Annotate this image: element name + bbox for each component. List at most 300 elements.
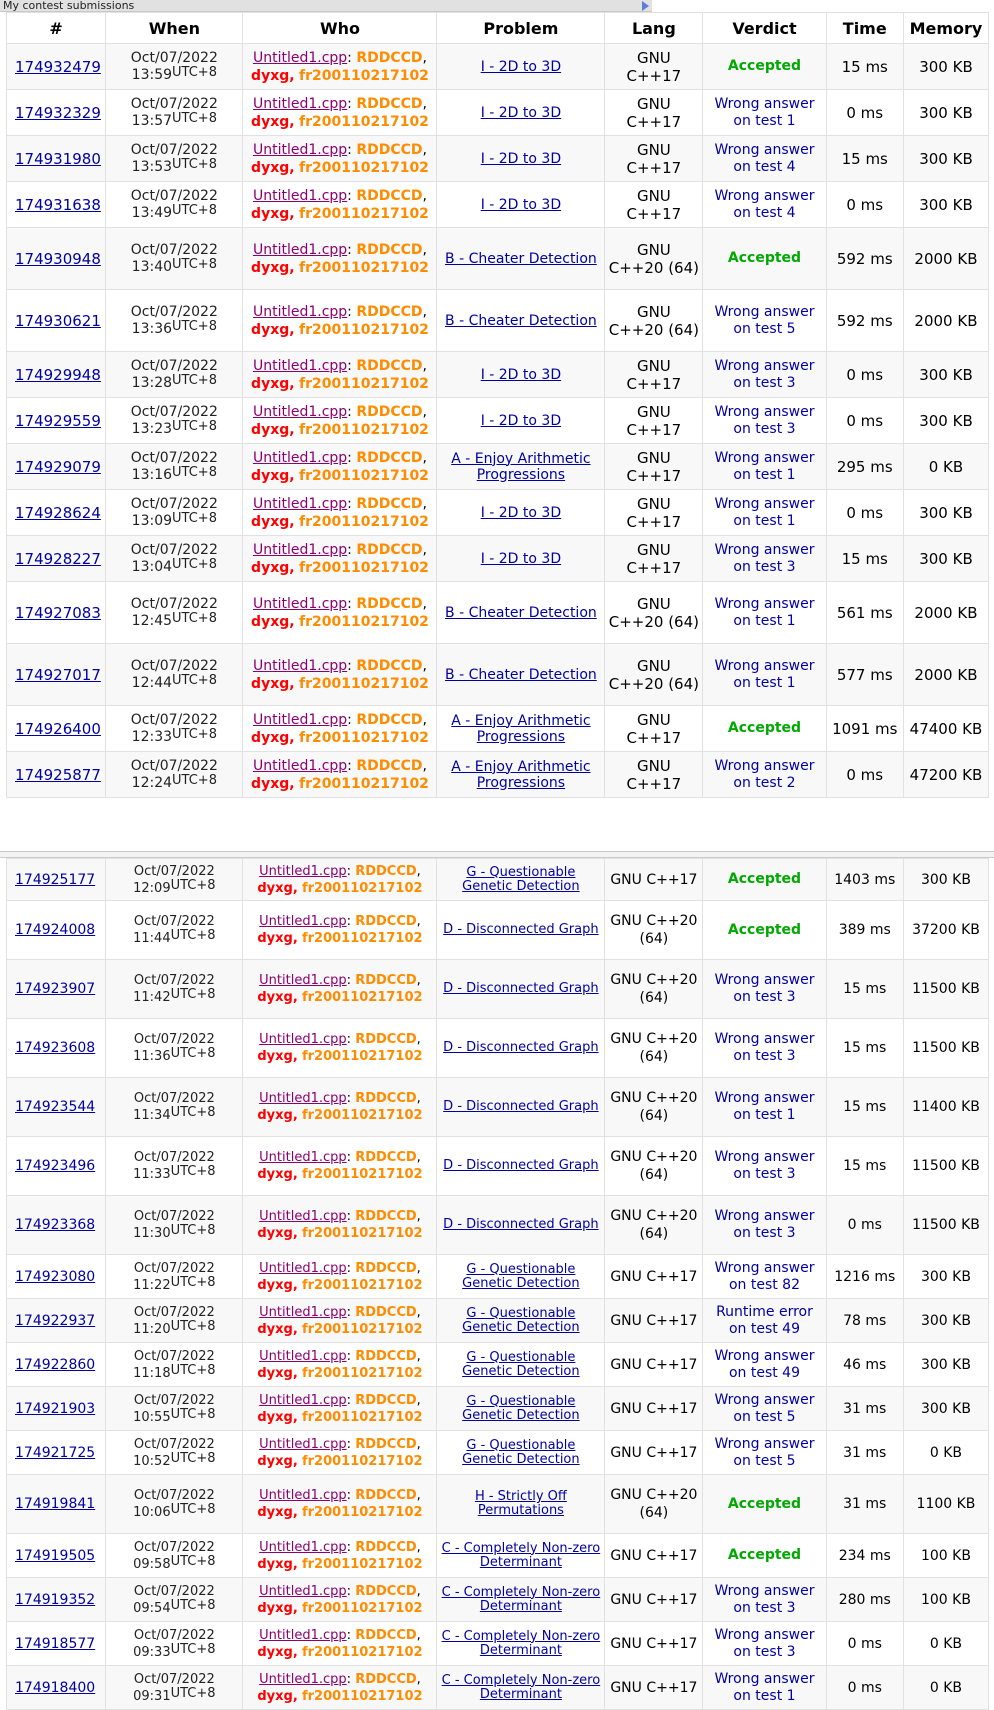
team-name[interactable]: RDDCCD [356, 49, 423, 66]
exec-time-cell: 592 ms [826, 228, 903, 290]
problem-link[interactable]: G - Questionable Genetic Detection [462, 1349, 580, 1379]
source-file-link[interactable]: Untitled1.cpp [252, 49, 348, 66]
source-file-link[interactable]: Untitled1.cpp [252, 141, 348, 158]
source-file-link[interactable]: Untitled1.cpp [259, 914, 347, 929]
member-handle[interactable]: fr200110217102 [301, 1600, 423, 1616]
team-name[interactable]: RDDCCD [356, 357, 423, 374]
submission-id-cell [7, 182, 106, 228]
submission-date: Oct/07/2022 [130, 541, 218, 558]
team-name[interactable]: RDDCCD [355, 1032, 417, 1047]
problem-link[interactable]: I - 2D to 3D [480, 366, 562, 383]
verdict-accepted[interactable]: Accepted [727, 921, 802, 938]
submission-time: 10:55 [133, 1409, 171, 1425]
language-cell: GNU C++17 [605, 1387, 703, 1431]
member-handle[interactable]: fr200110217102 [301, 1365, 423, 1381]
problem-link[interactable]: C - Completely Non-zero Determinant [441, 1584, 601, 1614]
member-handle[interactable]: dyxg [251, 259, 290, 276]
language-cell: GNU C++17 [605, 1431, 703, 1475]
separator: : [347, 49, 352, 66]
when-cell [106, 1666, 243, 1710]
source-file-link[interactable]: Untitled1.cpp [252, 657, 348, 674]
verdict-rejected[interactable]: Wrong answer on test 1 [714, 495, 815, 529]
team-name[interactable]: RDDCCD [355, 1348, 417, 1364]
verdict-rejected[interactable]: Wrong answer on test 3 [714, 541, 815, 575]
source-file-link[interactable]: Untitled1.cpp [259, 1488, 347, 1503]
member-handle[interactable]: dyxg [251, 159, 290, 176]
table-row [7, 182, 989, 228]
submission-time: 13:09 [131, 512, 173, 529]
member-handle[interactable]: dyxg [251, 729, 290, 746]
team-name[interactable]: RDDCCD [355, 1304, 417, 1320]
problem-link[interactable]: B - Cheater Detection [445, 604, 597, 621]
member-handle[interactable]: fr200110217102 [299, 159, 429, 176]
member-handle[interactable]: fr200110217102 [301, 1644, 423, 1660]
problem-cell [437, 352, 605, 398]
submission-link[interactable]: 174929079 [15, 457, 101, 476]
source-file-link[interactable]: Untitled1.cpp [259, 1627, 347, 1643]
submission-date: Oct/07/2022 [130, 357, 218, 374]
submission-link[interactable]: 174925877 [15, 765, 101, 784]
member-handle[interactable]: fr200110217102 [299, 467, 429, 484]
member-handle[interactable]: dyxg [251, 559, 290, 576]
when-cell [106, 1299, 243, 1343]
submission-link[interactable]: 174931980 [15, 149, 101, 168]
verdict-accepted[interactable]: Accepted [727, 871, 802, 887]
submission-date: Oct/07/2022 [133, 1348, 215, 1364]
verdict-cell [703, 582, 826, 644]
separator: : [346, 863, 352, 879]
submission-link[interactable]: 174918577 [15, 1635, 96, 1652]
verdict-rejected[interactable]: Wrong answer on test 3 [714, 1149, 815, 1182]
submission-id-cell [7, 352, 106, 398]
problem-link[interactable]: I - 2D to 3D [480, 196, 562, 213]
member-handle[interactable]: dyxg [257, 1600, 293, 1616]
member-handle[interactable]: fr200110217102 [299, 113, 429, 130]
problem-link[interactable]: I - 2D to 3D [480, 58, 562, 75]
source-file-link[interactable]: Untitled1.cpp [259, 1091, 347, 1106]
member-handle[interactable]: fr200110217102 [299, 321, 429, 338]
team-name[interactable]: RDDCCD [355, 1488, 417, 1503]
team-name[interactable]: RDDCCD [355, 1260, 417, 1276]
timezone: UTC+8 [170, 1597, 216, 1613]
verdict-rejected[interactable]: Wrong answer on test 49 [714, 1347, 815, 1381]
source-file-link[interactable]: Untitled1.cpp [259, 1304, 347, 1320]
submission-date: Oct/07/2022 [130, 595, 218, 612]
source-file-link[interactable]: Untitled1.cpp [252, 495, 348, 512]
member-handle[interactable]: fr200110217102 [299, 559, 429, 576]
comma: , [292, 1277, 298, 1293]
submission-link[interactable]: 174930948 [15, 249, 101, 268]
verdict-rejected[interactable]: Wrong answer on test 1 [714, 95, 815, 129]
col-header-when[interactable]: When [106, 13, 243, 44]
member-handle[interactable]: fr200110217102 [299, 259, 429, 276]
verdict-rejected[interactable]: Wrong answer on test 82 [714, 1259, 815, 1293]
member-handle[interactable]: dyxg [257, 1049, 293, 1064]
problem-link[interactable]: H - Strictly Off Permutations [474, 1489, 567, 1518]
submission-link[interactable]: 174928624 [15, 503, 101, 522]
submission-id-cell [7, 444, 106, 490]
caption-title: My contest submissions [3, 0, 135, 12]
member-handle[interactable]: dyxg [257, 1226, 293, 1241]
problem-link[interactable]: D - Disconnected Graph [443, 922, 599, 937]
member-handle[interactable]: fr200110217102 [299, 729, 429, 746]
exec-time-cell: 15 ms [826, 1137, 903, 1196]
team-name[interactable]: RDDCCD [355, 1091, 417, 1106]
member-handle[interactable]: fr200110217102 [301, 1108, 423, 1123]
verdict-rejected[interactable]: Wrong answer on test 1 [714, 1090, 815, 1123]
member-handle[interactable]: fr200110217102 [299, 205, 429, 222]
verdict-accepted[interactable]: Accepted [727, 1547, 802, 1563]
who-cell [243, 1078, 437, 1137]
verdict-rejected[interactable]: Wrong answer on test 3 [714, 1582, 815, 1616]
member-handle[interactable]: fr200110217102 [301, 1409, 423, 1425]
member-handle[interactable]: dyxg [257, 931, 293, 946]
submission-link[interactable]: 174930621 [15, 311, 101, 330]
submission-link[interactable]: 174927083 [15, 603, 101, 622]
verdict-accepted[interactable]: Accepted [727, 1495, 802, 1512]
exec-time-cell: 15 ms [826, 1078, 903, 1137]
verdict-rejected[interactable]: Wrong answer on test 4 [714, 187, 815, 221]
col-header-problem[interactable]: Problem [437, 13, 605, 44]
member-handle[interactable]: dyxg [257, 1453, 293, 1469]
source-file-link[interactable]: Untitled1.cpp [252, 187, 348, 204]
problem-link[interactable]: G - Questionable Genetic Detection [462, 1437, 580, 1467]
col-header-verdict[interactable]: Verdict [703, 13, 826, 44]
source-file-link[interactable]: Untitled1.cpp [259, 1392, 347, 1408]
problem-link[interactable]: I - 2D to 3D [480, 504, 562, 521]
team-name[interactable]: RDDCCD [356, 657, 423, 674]
col-header-id[interactable]: # [7, 13, 106, 44]
source-file-link[interactable]: Untitled1.cpp [259, 1150, 347, 1165]
comma: , [416, 1436, 421, 1452]
member-handle[interactable]: dyxg [257, 1556, 293, 1572]
submission-link[interactable]: 174923080 [15, 1268, 96, 1285]
problem-link[interactable]: I - 2D to 3D [480, 150, 562, 167]
team-name[interactable]: RDDCCD [355, 1539, 417, 1555]
submission-time: 12:45 [131, 612, 173, 629]
member-handle[interactable]: dyxg [257, 1365, 293, 1381]
team-name[interactable]: RDDCCD [356, 241, 423, 258]
source-file-link[interactable]: Untitled1.cpp [259, 973, 347, 988]
source-file-link[interactable]: Untitled1.cpp [259, 863, 347, 879]
member-handle[interactable]: fr200110217102 [301, 1321, 423, 1337]
source-file-link[interactable]: Untitled1.cpp [252, 403, 348, 420]
team-name[interactable]: RDDCCD [355, 1436, 417, 1452]
team-name[interactable]: RDDCCD [355, 1150, 417, 1165]
team-name[interactable]: RDDCCD [356, 141, 423, 158]
member-handle[interactable]: fr200110217102 [301, 1453, 423, 1469]
submission-link[interactable]: 174922860 [15, 1356, 96, 1373]
member-handle[interactable]: dyxg [257, 1108, 293, 1123]
verdict-accepted[interactable]: Accepted [727, 720, 802, 736]
member-handle[interactable]: dyxg [251, 67, 290, 84]
who-cell [243, 398, 437, 444]
member-handle[interactable]: fr200110217102 [301, 1556, 423, 1572]
problem-cell [437, 182, 605, 228]
problem-link[interactable]: G - Questionable Genetic Detection [462, 1261, 580, 1291]
exec-time-cell: 0 ms [826, 490, 903, 536]
member-handle[interactable]: dyxg [257, 1644, 293, 1660]
member-handle[interactable]: dyxg [251, 467, 290, 484]
submission-link[interactable]: 174922937 [15, 1312, 96, 1329]
source-file-link[interactable]: Untitled1.cpp [252, 757, 348, 774]
submission-link[interactable]: 174924008 [15, 922, 96, 938]
source-file-link[interactable]: Untitled1.cpp [252, 541, 348, 558]
problem-link[interactable]: C - Completely Non-zero Determinant [441, 1628, 601, 1658]
verdict-rejected[interactable]: Wrong answer on test 3 [714, 972, 815, 1005]
submission-link[interactable]: 174921725 [15, 1444, 96, 1461]
language-cell: GNU C++17 [605, 490, 703, 536]
member-handle[interactable]: dyxg [251, 375, 290, 392]
member-handle[interactable]: fr200110217102 [299, 513, 429, 530]
submission-link[interactable]: 174932329 [15, 103, 101, 122]
submission-link[interactable]: 174923907 [15, 981, 96, 997]
when-cell [106, 1534, 243, 1578]
submission-link[interactable]: 174931638 [15, 195, 101, 214]
col-header-time[interactable]: Time [826, 13, 903, 44]
team-name[interactable]: RDDCCD [355, 1671, 417, 1687]
member-handle[interactable]: dyxg [251, 321, 290, 338]
comma: , [416, 1627, 421, 1643]
verdict-rejected[interactable]: Wrong answer on test 3 [714, 1626, 815, 1660]
verdict-rejected[interactable]: Wrong answer on test 3 [714, 403, 815, 437]
member-handle[interactable]: dyxg [251, 675, 290, 692]
separator: : [346, 1260, 352, 1276]
comma: , [289, 259, 295, 276]
verdict-rejected[interactable]: Wrong answer on test 4 [714, 141, 815, 175]
team-name[interactable]: RDDCCD [356, 449, 423, 466]
problem-link[interactable]: G - Questionable Genetic Detection [462, 1393, 580, 1423]
verdict-rejected[interactable]: Wrong answer on test 5 [714, 1435, 815, 1469]
submission-link[interactable]: 174923496 [15, 1158, 96, 1174]
source-file-link[interactable]: Untitled1.cpp [252, 595, 348, 612]
source-file-link[interactable]: Untitled1.cpp [259, 1348, 347, 1364]
timezone: UTC+8 [172, 110, 217, 126]
submission-link[interactable]: 174919841 [15, 1496, 96, 1512]
verdict-rejected[interactable]: Wrong answer on test 1 [714, 595, 815, 629]
table-row [7, 1431, 989, 1475]
team-name[interactable]: RDDCCD [355, 1392, 417, 1408]
table-row [7, 901, 989, 960]
member-handle[interactable]: dyxg [251, 113, 290, 130]
when-cell [106, 960, 243, 1019]
team-name[interactable]: RDDCCD [356, 495, 423, 512]
timezone: UTC+8 [170, 1223, 216, 1238]
member-handle[interactable]: fr200110217102 [301, 990, 423, 1005]
member-handle[interactable]: dyxg [251, 613, 290, 630]
source-file-link[interactable]: Untitled1.cpp [252, 95, 348, 112]
member-handle[interactable]: fr200110217102 [301, 1505, 423, 1520]
comma: , [422, 757, 427, 774]
verdict-cell [703, 228, 826, 290]
member-handle[interactable]: fr200110217102 [301, 931, 423, 946]
source-file-link[interactable]: Untitled1.cpp [259, 1671, 347, 1687]
verdict-accepted[interactable]: Accepted [727, 58, 802, 74]
verdict-rejected[interactable]: Runtime error on test 49 [716, 1303, 813, 1337]
col-header-who[interactable]: Who [243, 13, 437, 44]
member-handle[interactable]: dyxg [251, 205, 290, 222]
problem-link[interactable]: I - 2D to 3D [480, 104, 562, 121]
memory-cell: 300 KB [903, 1343, 988, 1387]
verdict-rejected[interactable]: Wrong answer on test 3 [714, 1208, 815, 1241]
memory-cell: 11400 KB [903, 1078, 988, 1137]
member-handle[interactable]: fr200110217102 [299, 775, 429, 792]
comma: , [416, 1488, 421, 1503]
member-handle[interactable]: dyxg [251, 775, 290, 792]
timezone: UTC+8 [172, 510, 217, 526]
member-handle[interactable]: fr200110217102 [301, 1049, 423, 1064]
submission-link[interactable]: 174925177 [15, 871, 96, 888]
submission-time: 11:36 [133, 1049, 171, 1064]
team-name[interactable]: RDDCCD [355, 863, 417, 879]
member-handle[interactable]: dyxg [257, 1277, 293, 1293]
team-name[interactable]: RDDCCD [356, 757, 423, 774]
member-handle[interactable]: fr200110217102 [299, 421, 429, 438]
member-handle[interactable]: fr200110217102 [299, 67, 429, 84]
member-handle[interactable]: fr200110217102 [301, 880, 423, 896]
comma: , [292, 1688, 298, 1704]
member-handle[interactable]: dyxg [257, 1505, 293, 1520]
member-handle[interactable]: fr200110217102 [301, 1226, 423, 1241]
who-cell [243, 644, 437, 706]
member-handle[interactable]: dyxg [257, 1409, 293, 1425]
team-name[interactable]: RDDCCD [355, 1209, 417, 1224]
member-handle[interactable]: dyxg [257, 880, 293, 896]
col-header-lang[interactable]: Lang [605, 13, 703, 44]
member-handle[interactable]: dyxg [257, 990, 293, 1005]
problem-link[interactable]: I - 2D to 3D [480, 412, 562, 429]
separator: : [346, 1091, 352, 1106]
verdict-accepted[interactable]: Accepted [727, 250, 802, 266]
member-handle[interactable]: fr200110217102 [301, 1277, 423, 1293]
exec-time-cell: 561 ms [826, 582, 903, 644]
team-name[interactable]: RDDCCD [356, 95, 423, 112]
when-cell [106, 1196, 243, 1255]
problem-link[interactable]: D - Disconnected Graph [443, 1158, 599, 1173]
when-cell [106, 859, 243, 901]
exec-time-cell: 0 ms [826, 90, 903, 136]
problem-link[interactable]: C - Completely Non-zero Determinant [441, 1672, 601, 1702]
verdict-rejected[interactable]: Wrong answer on test 1 [714, 657, 815, 691]
expand-arrow-icon[interactable] [642, 1, 649, 11]
submission-link[interactable]: 174923608 [15, 1040, 96, 1056]
language-cell: GNU C++20 (64) [605, 1475, 703, 1534]
team-name[interactable]: RDDCCD [356, 187, 423, 204]
submission-link[interactable]: 174927017 [15, 665, 101, 684]
team-name[interactable]: RDDCCD [355, 1627, 417, 1643]
table-row [7, 352, 989, 398]
when-cell [106, 490, 243, 536]
problem-link[interactable]: G - Questionable Genetic Detection [462, 1305, 580, 1335]
member-handle[interactable]: dyxg [257, 1321, 293, 1337]
source-file-link[interactable]: Untitled1.cpp [259, 1032, 347, 1047]
submission-date: Oct/07/2022 [133, 1032, 215, 1047]
source-file-link[interactable]: Untitled1.cpp [252, 303, 348, 320]
verdict-rejected[interactable]: Wrong answer on test 3 [714, 357, 815, 391]
team-name[interactable]: RDDCCD [356, 595, 423, 612]
problem-link[interactable]: B - Cheater Detection [445, 666, 597, 683]
member-handle[interactable]: fr200110217102 [301, 1167, 423, 1182]
submission-id-cell [7, 859, 106, 901]
problem-link[interactable]: D - Disconnected Graph [443, 1099, 599, 1114]
team-name[interactable]: RDDCCD [356, 541, 423, 558]
member-handle[interactable]: dyxg [251, 421, 290, 438]
verdict-rejected[interactable]: Wrong answer on test 1 [714, 1670, 815, 1704]
verdict-rejected[interactable]: Wrong answer on test 1 [714, 449, 815, 483]
source-file-link[interactable]: Untitled1.cpp [252, 241, 348, 258]
member-handle[interactable]: fr200110217102 [301, 1688, 423, 1704]
timezone: UTC+8 [172, 418, 217, 434]
problem-link[interactable]: A - Enjoy Arithmetic Progressions [451, 712, 591, 745]
problem-link[interactable]: B - Cheater Detection [445, 312, 597, 329]
comma: , [289, 613, 295, 630]
submission-link[interactable]: 174932479 [15, 57, 101, 76]
problem-link[interactable]: A - Enjoy Arithmetic Progressions [451, 450, 591, 483]
verdict-rejected[interactable]: Wrong answer on test 5 [714, 1391, 815, 1425]
who-cell [243, 1431, 437, 1475]
team-name[interactable]: RDDCCD [356, 403, 423, 420]
verdict-rejected[interactable]: Wrong answer on test 3 [714, 1031, 815, 1064]
source-file-link[interactable]: Untitled1.cpp [259, 1436, 347, 1452]
source-file-link[interactable]: Untitled1.cpp [259, 1209, 347, 1224]
member-handle[interactable]: fr200110217102 [299, 613, 429, 630]
team-name[interactable]: RDDCCD [355, 973, 417, 988]
problem-link[interactable]: D - Disconnected Graph [443, 1040, 599, 1055]
submission-link[interactable]: 174923368 [15, 1217, 96, 1233]
table-row [7, 1534, 989, 1578]
submission-link[interactable]: 174926400 [15, 719, 101, 738]
problem-link[interactable]: C - Completely Non-zero Determinant [441, 1540, 601, 1570]
source-file-link[interactable]: Untitled1.cpp [259, 1583, 347, 1599]
problem-link[interactable]: D - Disconnected Graph [443, 1217, 599, 1232]
submission-link[interactable]: 174919352 [15, 1591, 96, 1608]
team-name[interactable]: RDDCCD [355, 1583, 417, 1599]
source-file-link[interactable]: Untitled1.cpp [252, 357, 348, 374]
team-name[interactable]: RDDCCD [356, 711, 423, 728]
source-file-link[interactable]: Untitled1.cpp [252, 711, 348, 728]
verdict-cell [703, 352, 826, 398]
submission-link[interactable]: 174929559 [15, 411, 101, 430]
team-name[interactable]: RDDCCD [356, 303, 423, 320]
submission-link[interactable]: 174929948 [15, 365, 101, 384]
submission-link[interactable]: 174918400 [15, 1679, 96, 1696]
submission-link[interactable]: 174923544 [15, 1099, 96, 1115]
member-handle[interactable]: dyxg [251, 513, 290, 530]
table-row [7, 1343, 989, 1387]
language-cell: GNU C++17 [605, 352, 703, 398]
member-handle[interactable]: fr200110217102 [299, 675, 429, 692]
problem-link[interactable]: D - Disconnected Graph [443, 981, 599, 996]
verdict-rejected[interactable]: Wrong answer on test 5 [714, 303, 815, 337]
problem-link[interactable]: G - Questionable Genetic Detection [462, 864, 580, 894]
member-handle[interactable]: dyxg [257, 1167, 293, 1182]
verdict-rejected[interactable]: Wrong answer on test 2 [714, 757, 815, 791]
member-handle[interactable]: fr200110217102 [299, 375, 429, 392]
source-file-link[interactable]: Untitled1.cpp [252, 449, 348, 466]
submission-link[interactable]: 174919505 [15, 1547, 96, 1564]
problem-link[interactable]: B - Cheater Detection [445, 250, 597, 267]
source-file-link[interactable]: Untitled1.cpp [259, 1260, 347, 1276]
member-handle[interactable]: dyxg [257, 1688, 293, 1704]
source-file-link[interactable]: Untitled1.cpp [259, 1539, 347, 1555]
problem-link[interactable]: I - 2D to 3D [480, 550, 562, 567]
submission-link[interactable]: 174921903 [15, 1400, 96, 1417]
col-header-memory[interactable]: Memory [903, 13, 988, 44]
submission-link[interactable]: 174928227 [15, 549, 101, 568]
when-cell [106, 1019, 243, 1078]
problem-link[interactable]: A - Enjoy Arithmetic Progressions [451, 758, 591, 791]
team-name[interactable]: RDDCCD [355, 914, 417, 929]
